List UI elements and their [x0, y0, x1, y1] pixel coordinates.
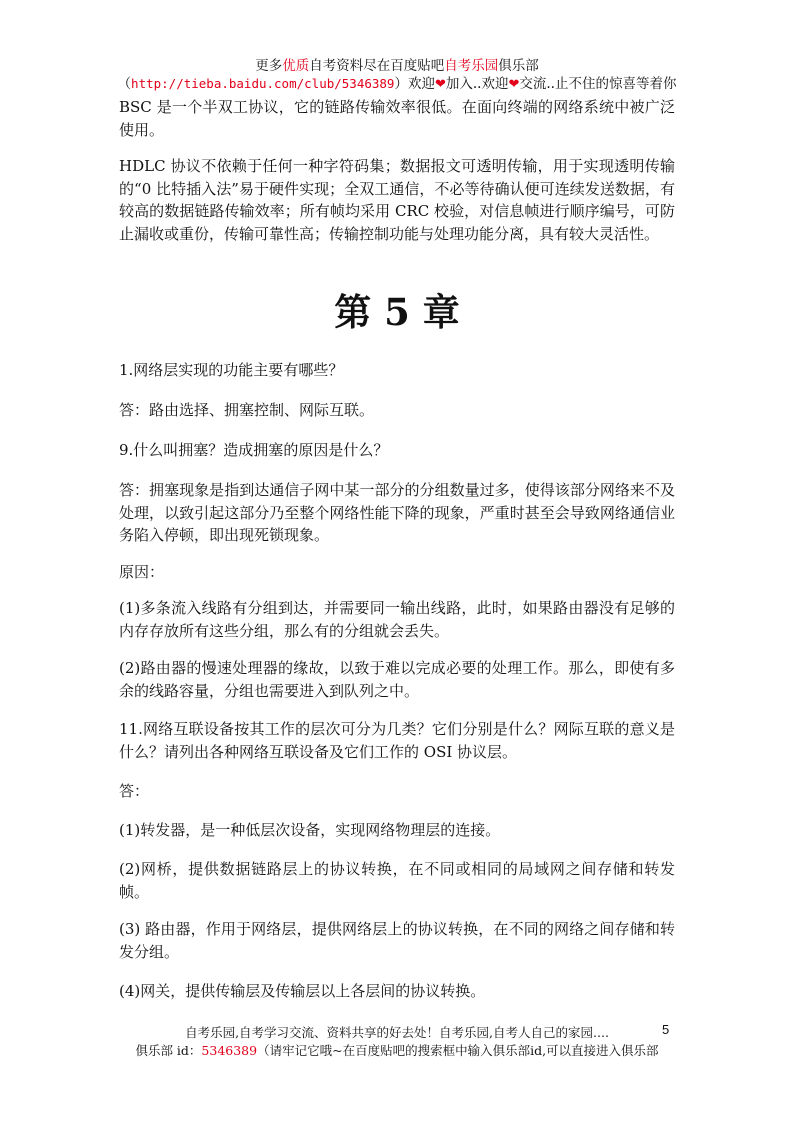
question-9: 9.什么叫拥塞？造成拥塞的原因是什么？	[119, 441, 389, 459]
chapter-title: 第 5 章	[334, 290, 460, 334]
header-text: 自考资料尽在百度贴吧	[309, 58, 445, 74]
paragraph-hdlc: HDLC 协议不依赖于任何一种字符码集；数据报文可透明传输，用于实现透明传输的“0 比特插入法”易于硬件实现；全双工通信，不必等待确认便可连续发送数据，有较高的数据链路传输效率；所有帧均采用 CRC 校验，对信息帧进行顺序编号，可防止漏收或重份，传输可靠性高；传输控制功能与处理功能分离，具有较大灵活性。	[119, 157, 675, 243]
header-text: 交流..止不住的惊喜等着你	[519, 76, 677, 92]
header-line-2	[0, 75, 794, 94]
header-text: （	[117, 76, 132, 92]
header-highlight: 优质	[282, 58, 310, 74]
heart-icon: ❤	[508, 77, 520, 92]
footer-line-2	[0, 1042, 794, 1059]
header-url-link[interactable]: http://tieba.baidu.com/club/5346389	[131, 76, 395, 91]
cause-label: 原因：	[119, 563, 165, 581]
header-text: 更多	[255, 58, 283, 74]
answer-11-item-1: (1)转发器，是一种低层次设备，实现网络物理层的连接。	[119, 821, 501, 839]
footer-line-1: 自考乐园,自考学习交流、资料共享的好去处！自考乐园,自考人自己的家园....	[185, 1025, 609, 1040]
header-line-1	[0, 57, 794, 75]
question-1: 1.网络层实现的功能主要有哪些？	[119, 361, 344, 379]
header-club-name: 自考乐园	[444, 58, 499, 74]
answer-11-item-3: (3) 路由器，作用于网络层，提供网络层上的协议转换，在不同的网络之间存储和转发分组。	[119, 920, 675, 961]
answer-1: 答：路由选择、拥塞控制、网际互联。	[119, 401, 375, 419]
answer-9: 答：拥塞现象是指到达通信子网中某一部分的分组数量过多，使得该部分网络来不及处理，以致引起这部分乃至整个网络性能下降的现象，严重时甚至会导致网络通信业务陷入停顿，即出现死锁现象。	[119, 481, 675, 544]
heart-icon: ❤	[434, 77, 446, 92]
header-text: 加入..欢迎	[445, 76, 509, 92]
footer-club-id: 5346389	[201, 1043, 258, 1058]
answer-11-label: 答：	[119, 782, 150, 800]
question-11: 11.网络互联设备按其工作的层次可分为几类？它们分别是什么？网际互联的意义是什么？请列出各种网络互联设备及它们工作的 OSI 协议层。	[119, 720, 675, 761]
cause-1: (1)多条流入线路有分组到达，并需要同一输出线路，此时，如果路由器没有足够的内存存放所有这些分组，那么有的分组就会丢失。	[119, 599, 675, 640]
answer-11-item-4: (4)网关，提供传输层及传输层以上各层间的协议转换。	[119, 982, 486, 1000]
header-text: ）欢迎	[394, 76, 435, 92]
footer-text: 俱乐部 id：	[135, 1043, 202, 1058]
paragraph-bsc: BSC 是一个半双工协议，它的链路传输效率很低。在面向终端的网络系统中被广泛使用。	[119, 98, 675, 139]
page-number: 5	[662, 1022, 670, 1037]
answer-11-item-2: (2)网桥，提供数据链路层上的协议转换，在不同或相同的局域网之间存储和转发帧。	[119, 860, 675, 901]
cause-2: (2)路由器的慢速处理器的缘故，以致于难以完成必要的处理工作。那么，即使有多余的线路容量，分组也需要进入到队列之中。	[119, 659, 675, 700]
footer-text: （请牢记它哦~在百度贴吧的搜索框中输入俱乐部id,可以直接进入俱乐部	[257, 1043, 659, 1058]
header-text: 俱乐部	[498, 58, 539, 74]
